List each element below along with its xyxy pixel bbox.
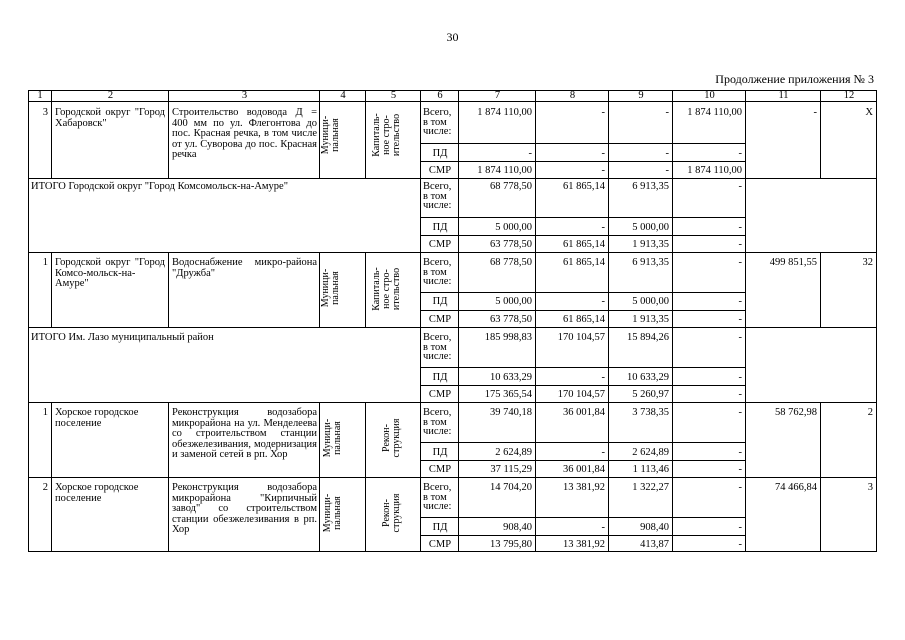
col-number-10: 10 [704,90,715,101]
pd-col9: 2 624,89 [632,447,669,458]
col12-value: 3 [867,482,873,493]
smr-col10: - [738,539,742,550]
col12-value: 32 [862,257,873,268]
ownership-type: Муници- пальная [320,115,341,155]
smr-col9: 5 260,97 [632,389,669,400]
smr-col10: - [738,314,742,325]
row-label-smr: СМР [428,314,452,325]
row-number: 3 [42,107,48,118]
total-col8: 61 865,14 [563,181,605,192]
smr-col10: 1 874 110,00 [687,165,742,176]
object-name: Строительство водовода Д = 400 мм по ул. Флегонтова до пос. Красная речка, в том числе от ул. Суворова до пос. Красная речка [172,107,317,160]
total-col9: - [665,107,669,118]
total-col7: 14 704,20 [490,482,532,493]
row-label-smr: СМР [428,389,452,400]
row-label-pd: ПД [432,447,448,458]
ownership-type: Муници- пальная [322,418,343,458]
pd-col10: - [738,447,742,458]
pd-col10: - [738,372,742,383]
total-col8: 170 104,57 [557,332,605,343]
smr-col7: 37 115,29 [490,464,532,475]
smr-col9: 1 913,35 [632,239,669,250]
row-label-pd: ПД [432,522,448,533]
col-number-4: 4 [340,90,346,101]
row-label-total: Всего, в том числе: [423,181,452,212]
total-col7: 68 778,50 [490,257,532,268]
row-label-smr: СМР [428,539,452,550]
col-number-3: 3 [241,90,248,101]
smr-col8: 61 865,14 [563,239,605,250]
pd-col7: 10 633,29 [490,372,532,383]
total-col7: 1 874 110,00 [477,107,532,118]
subtotal-label: ИТОГО Городской округ "Город Комсомольск-на-Амуре" [31,181,288,192]
total-col10: 1 874 110,00 [687,107,742,118]
col12-value: 2 [867,407,873,418]
work-type: Рекон- струкция [381,493,402,533]
pd-col9: 10 633,29 [627,372,669,383]
smr-col8: 13 381,92 [563,539,605,550]
object-name: Водоснабжение микро-района "Дружба" [172,257,317,279]
row-number: 2 [42,482,48,493]
total-col10: - [738,332,742,343]
pd-col8: - [601,296,605,307]
district-name: Городской округ "Город Комсо-мольск-на-Амуре" [55,257,165,289]
smr-col7: 1 874 110,00 [477,165,532,176]
pd-col8: - [601,372,605,383]
work-type: Рекон- струкция [381,418,402,458]
smr-col8: 170 104,57 [557,389,605,400]
pd-col9: 5 000,00 [632,296,669,307]
total-col7: 68 778,50 [490,181,532,192]
work-type: Капиталь- ное стро- ительство [371,267,402,311]
ownership-type: Муници- пальная [322,493,343,533]
pd-col8: - [601,447,605,458]
total-col8: - [601,107,605,118]
col-number-12: 12 [843,90,855,101]
smr-col8: - [601,165,605,176]
pd-col9: 908,40 [640,522,669,533]
smr-col10: - [738,464,742,475]
smr-col9: 413,87 [640,539,669,550]
continuation-caption: Продолжение приложения № 3 [715,72,874,86]
pd-col10: - [738,148,742,159]
district-name: Городской округ "Город Хабаровск" [55,107,165,129]
pd-col8: - [601,522,605,533]
work-type: Капиталь- ное стро- ительство [371,113,402,157]
row-label-pd: ПД [432,296,448,307]
district-name: Хорское городское поселение [55,482,139,504]
col-number-8: 8 [569,90,576,101]
col-number-11: 11 [778,90,789,101]
col11-value: - [813,107,817,118]
total-col7: 39 740,18 [490,407,532,418]
pd-col7: 5 000,00 [495,222,532,233]
smr-col10: - [738,239,742,250]
row-label-pd: ПД [432,148,448,159]
row-label-total: Всего, в том числе: [423,407,452,438]
pd-col10: - [738,522,742,533]
page-number: 30 [446,30,459,44]
row-label-total: Всего, в том числе: [423,332,452,363]
total-col10: - [738,181,742,192]
col11-value: 499 851,55 [769,257,817,268]
pd-col7: 2 624,89 [495,447,532,458]
smr-col9: 1 113,46 [632,464,669,475]
pd-col7: 908,40 [503,522,532,533]
row-label-smr: СМР [428,464,452,475]
total-col9: 1 322,27 [632,482,669,493]
row-label-total: Всего, в том числе: [423,257,452,288]
pd-col10: - [738,296,742,307]
smr-col8: 61 865,14 [563,314,605,325]
col-number-5: 5 [390,90,397,101]
pd-col7: - [528,148,532,159]
smr-col7: 63 778,50 [490,314,532,325]
row-number: 1 [42,257,48,268]
col-number-1: 1 [37,90,43,101]
total-col9: 6 913,35 [632,181,669,192]
total-col10: - [738,257,742,268]
smr-col8: 36 001,84 [563,464,605,475]
col-number-6: 6 [437,90,443,101]
total-col7: 185 998,83 [484,332,532,343]
col11-value: 74 466,84 [775,482,817,493]
object-name: Реконструкция водозабора микрорайона на ул. Менделеева со строительством станции обезжелезивания, модернизация и заменой сетей в рп. Хор [172,407,317,460]
subtotal-label: ИТОГО Им. Лазо муниципальный район [31,332,214,343]
row-label-total: Всего, в том числе: [423,482,452,513]
col-number-7: 7 [494,90,501,101]
row-label-smr: СМР [428,239,452,250]
smr-col7: 63 778,50 [490,239,532,250]
smr-col9: - [665,165,669,176]
col12-value: X [865,107,873,118]
col11-value: 58 762,98 [775,407,817,418]
pd-col10: - [738,222,742,233]
smr-col10: - [738,389,742,400]
total-col8: 13 381,92 [563,482,605,493]
col-number-9: 9 [638,90,644,101]
total-col9: 6 913,35 [632,257,669,268]
row-number: 1 [42,407,48,418]
pd-col9: - [665,148,669,159]
pd-col8: - [601,148,605,159]
total-col9: 3 738,35 [632,407,669,418]
total-col9: 15 894,26 [627,332,669,343]
smr-col9: 1 913,35 [632,314,669,325]
total-col10: - [738,482,742,493]
pd-col8: - [601,222,605,233]
ownership-type: Муници- пальная [320,268,341,308]
total-col8: 61 865,14 [563,257,605,268]
row-label-smr: СМР [428,165,452,176]
pd-col9: 5 000,00 [632,222,669,233]
object-name: Реконструкция водозабора микрорайона "Кирпичный завод" со строительством станции обезжелезивания в рп. Хор [172,482,317,535]
smr-col7: 175 365,54 [484,389,532,400]
row-label-pd: ПД [432,222,448,233]
district-name: Хорское городское поселение [55,407,139,429]
col-number-2: 2 [107,90,114,101]
row-label-total: Всего, в том числе: [423,107,452,138]
total-col10: - [738,407,742,418]
row-label-pd: ПД [432,372,448,383]
total-col8: 36 001,84 [563,407,605,418]
smr-col7: 13 795,80 [490,539,532,550]
pd-col7: 5 000,00 [495,296,532,307]
